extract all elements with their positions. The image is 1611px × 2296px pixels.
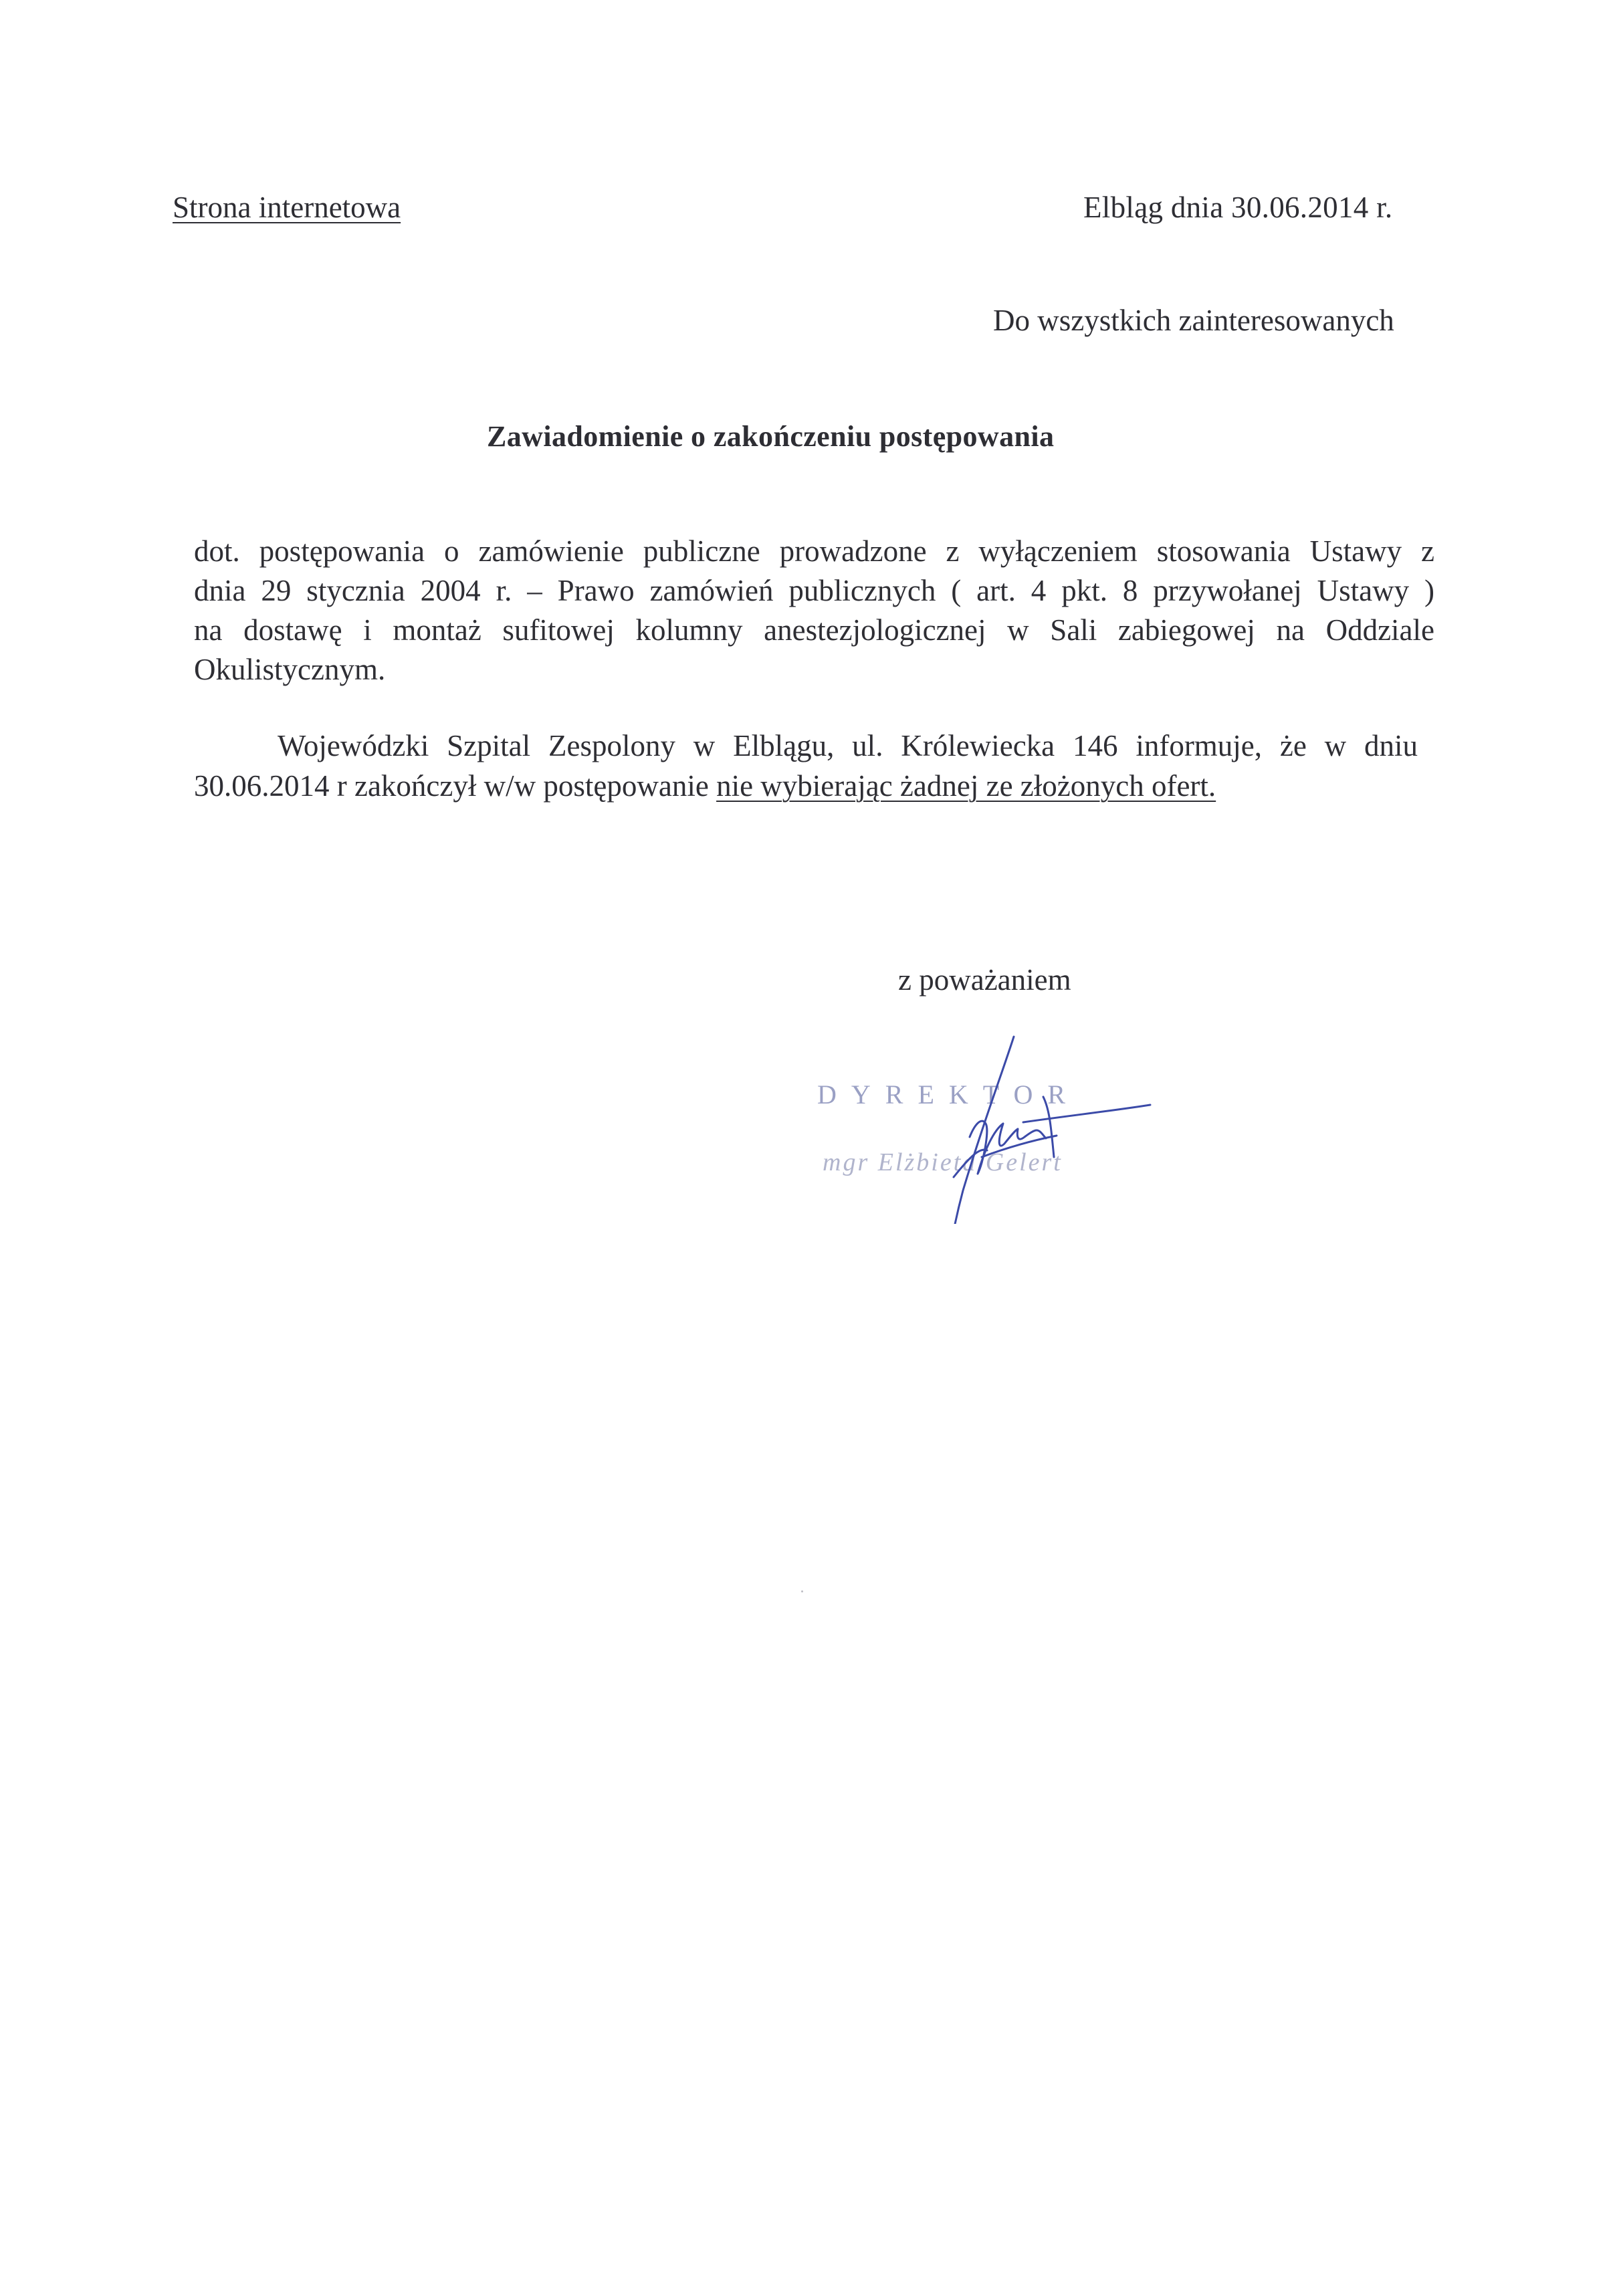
information-line-2 — [194, 766, 1418, 806]
closing-salutation: z poważaniem — [898, 963, 1071, 997]
information-line-2-text: 30.06.2014 r zakończył w/w postępowanie — [194, 769, 717, 803]
subject-line-3: na dostawę i montaż sufitowej kolumny anestezjologicznej w Sali zabiegowej na Oddziale — [194, 613, 1434, 647]
addressee-line: Do wszystkich zainteresowanych — [993, 304, 1394, 337]
header-date: Elbląg dnia 30.06.2014 r. — [1083, 191, 1393, 224]
stamp-name: mgr Elżbieta Gelert — [823, 1148, 1063, 1176]
subject-line-1: dot. postępowania o zamówienie publiczne prowadzone z wyłączeniem stosowania Ustawy z — [194, 534, 1434, 568]
handwritten-signature — [954, 1037, 1150, 1224]
header-recipient-label: Strona internetowa — [173, 191, 401, 224]
scan-artifact-dot — [801, 1590, 803, 1592]
information-paragraph — [194, 726, 1418, 806]
document-title: Zawiadomienie o zakończeniu postępowania — [487, 420, 1055, 453]
information-line-1: Wojewódzki Szpital Zespolony w Elblągu, ul. Królewiecka 146 informuje, że w dniu — [278, 729, 1418, 762]
stamp-title: DYREKTOR — [817, 1079, 1081, 1110]
subject-line-2: dnia 29 stycznia 2004 r. – Prawo zamówień publicznych ( art. 4 pkt. 8 przywołanej Ustawy ) — [194, 574, 1434, 607]
subject-line-4: Okulistycznym. — [194, 653, 386, 686]
subject-paragraph — [194, 532, 1434, 690]
decision-underlined-text: nie wybierając żadnej ze złożonych ofert. — [716, 769, 1216, 803]
director-stamp-signature — [802, 1023, 1177, 1224]
